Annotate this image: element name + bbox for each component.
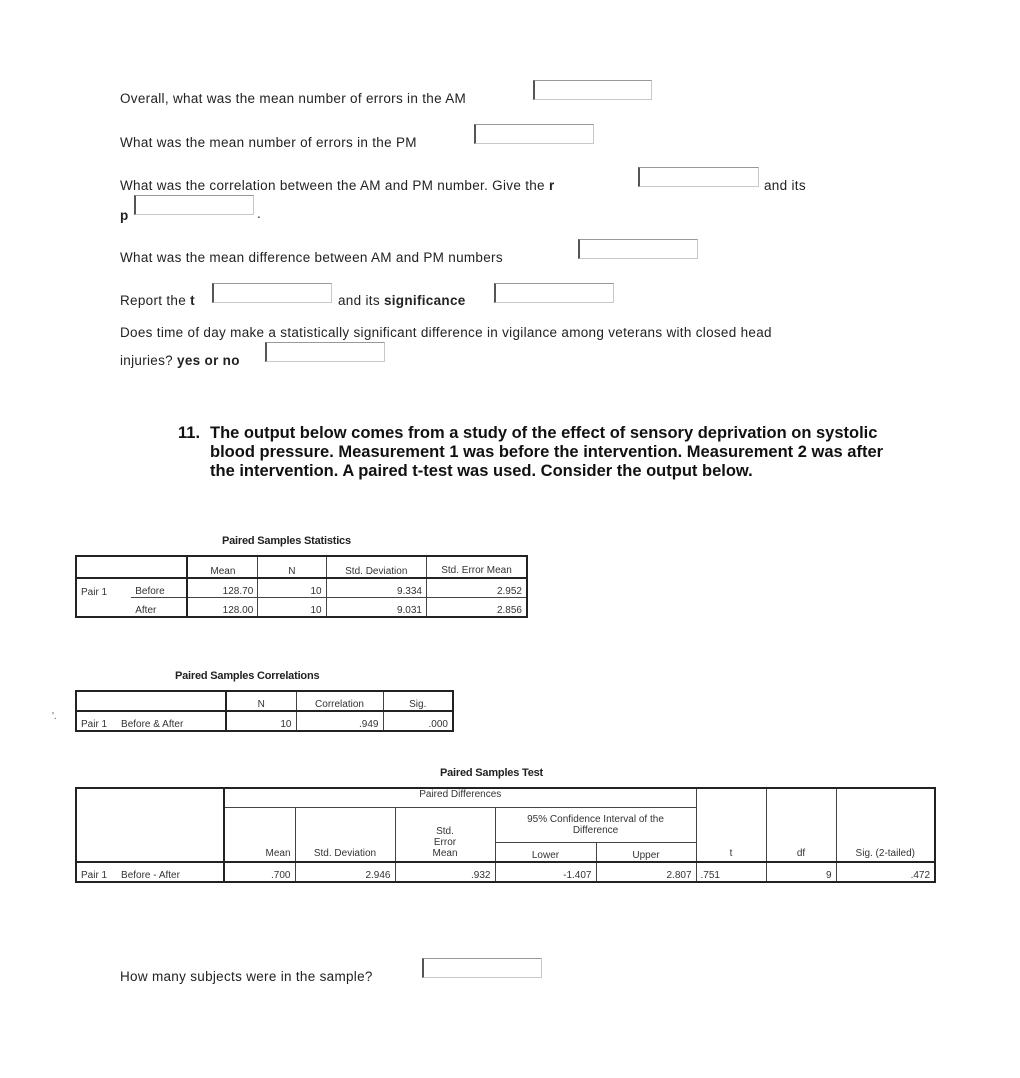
test-cell-df: 9	[766, 862, 836, 882]
question-correlation	[120, 178, 555, 193]
table-row	[76, 711, 453, 731]
test-cell-mean: .700	[224, 862, 295, 882]
stats-cell-mean: 128.70	[187, 578, 257, 598]
stats-cell-sd: 9.334	[326, 578, 426, 598]
answer-mean-difference-input[interactable]	[578, 239, 698, 259]
stats-cell-mean: 128.00	[187, 598, 257, 618]
stats-pair-label: Pair 1	[76, 578, 131, 598]
table-row	[76, 598, 527, 618]
answer-p-input[interactable]	[134, 195, 254, 215]
stats-cell-sd: 9.031	[326, 598, 426, 618]
stats-cell-n: 10	[258, 598, 326, 618]
test-header-df: df	[766, 788, 836, 862]
corr-header-row	[76, 691, 453, 711]
corr-table-title: Paired Samples Correlations	[175, 670, 320, 682]
corr-pair-label: Pair 1	[81, 719, 108, 730]
corr-row-label	[76, 711, 226, 731]
corr-header-sig: Sig.	[383, 691, 453, 711]
test-header-ci: 95% Confidence Interval of the Difference	[495, 808, 696, 843]
stats-cell-se: 2.952	[427, 578, 528, 598]
stats-header-sd: Std. Deviation	[326, 556, 426, 578]
corr-cell-correlation: .949	[296, 711, 383, 731]
paired-samples-test-table	[75, 787, 936, 883]
p-label: p	[120, 208, 129, 223]
test-header-sig: Sig. (2-tailed)	[836, 788, 935, 862]
answer-subjects-input[interactable]	[422, 958, 542, 978]
answer-significance-input[interactable]	[494, 283, 614, 303]
test-cell-sig: .472	[836, 862, 935, 882]
corr-pair-name: Before & After	[121, 719, 184, 730]
stats-header-row	[76, 556, 527, 578]
t-label: t	[190, 293, 195, 308]
question-am-mean: Overall, what was the mean number of errors in the AM	[120, 91, 467, 106]
paired-samples-statistics-table	[75, 555, 528, 618]
stats-row-label: After	[131, 598, 187, 618]
stats-pair-empty	[76, 598, 131, 618]
question-correlation-text: What was the correlation between the AM and PM number. Give the	[120, 178, 545, 193]
question-report-t	[120, 293, 195, 308]
stats-header-corner	[76, 556, 187, 578]
question-mean-difference: What was the mean difference between AM and PM numbers	[120, 250, 503, 265]
yes-or-no-label: yes or no	[177, 353, 240, 368]
stray-mark: '.	[52, 711, 57, 722]
test-cell-sd: 2.946	[295, 862, 395, 882]
stats-header-n: N	[258, 556, 326, 578]
test-header-upper: Upper	[596, 843, 696, 863]
test-header-paired-differences: Paired Differences	[224, 788, 696, 808]
test-cell-t: .751	[696, 862, 766, 882]
question-pm-mean: What was the mean number of errors in the PM	[120, 135, 417, 150]
test-group-header-row	[76, 788, 935, 808]
test-pair-name: Before - After	[121, 870, 180, 881]
table-row	[76, 578, 527, 598]
and-its-label: and its	[764, 178, 806, 193]
test-cell-upper: 2.807	[596, 862, 696, 882]
answer-am-mean-input[interactable]	[533, 80, 652, 100]
test-cell-lower: -1.407	[495, 862, 596, 882]
test-header-mean: Mean	[224, 808, 295, 863]
test-row-label	[76, 862, 224, 882]
test-header-corner	[76, 788, 224, 862]
test-header-lower: Lower	[495, 843, 596, 863]
injuries-text: injuries?	[120, 353, 173, 368]
corr-header-n: N	[226, 691, 296, 711]
significance-word: significance	[383, 293, 466, 308]
test-cell-se: .932	[395, 862, 495, 882]
answer-yes-no-input[interactable]	[265, 342, 385, 362]
table-row	[76, 862, 935, 882]
and-its-text: and its	[338, 293, 380, 308]
test-header-sd: Std. Deviation	[295, 808, 395, 863]
question-11-number: 11.	[178, 424, 201, 442]
test-table-title: Paired Samples Test	[440, 767, 543, 779]
stats-header-se: Std. Error Mean	[427, 556, 528, 578]
paired-samples-correlations-table	[75, 690, 454, 732]
answer-t-input[interactable]	[212, 283, 332, 303]
stats-row-label: Before	[131, 578, 187, 598]
period: .	[257, 206, 262, 221]
question-time-of-day: Does time of day make a statistically significant difference in vigilance among veterans with closed head	[120, 325, 772, 340]
answer-r-input[interactable]	[638, 167, 759, 187]
question-time-of-day-line2	[120, 353, 240, 368]
corr-header-correlation: Correlation	[296, 691, 383, 711]
significance-label	[338, 293, 466, 308]
corr-cell-n: 10	[226, 711, 296, 731]
question-11-text: The output below comes from a study of the effect of sensory deprivation on systolic blood pressure. Measurement 1 was before the intervention. Measurement 2 was after the intervention. A paired t-test was used. Consider the output below.	[210, 424, 884, 480]
test-pair-label: Pair 1	[81, 870, 108, 881]
stats-cell-se: 2.856	[427, 598, 528, 618]
answer-pm-mean-input[interactable]	[474, 124, 594, 144]
r-label: r	[548, 178, 555, 193]
corr-cell-sig: .000	[383, 711, 453, 731]
test-header-t: t	[696, 788, 766, 862]
test-header-se: Std. Error Mean	[395, 808, 495, 863]
stats-cell-n: 10	[258, 578, 326, 598]
stats-table-title: Paired Samples Statistics	[222, 535, 351, 547]
stats-header-mean: Mean	[187, 556, 257, 578]
question-subjects: How many subjects were in the sample?	[120, 969, 373, 984]
report-the-text: Report the	[120, 293, 187, 308]
corr-header-corner	[76, 691, 226, 711]
